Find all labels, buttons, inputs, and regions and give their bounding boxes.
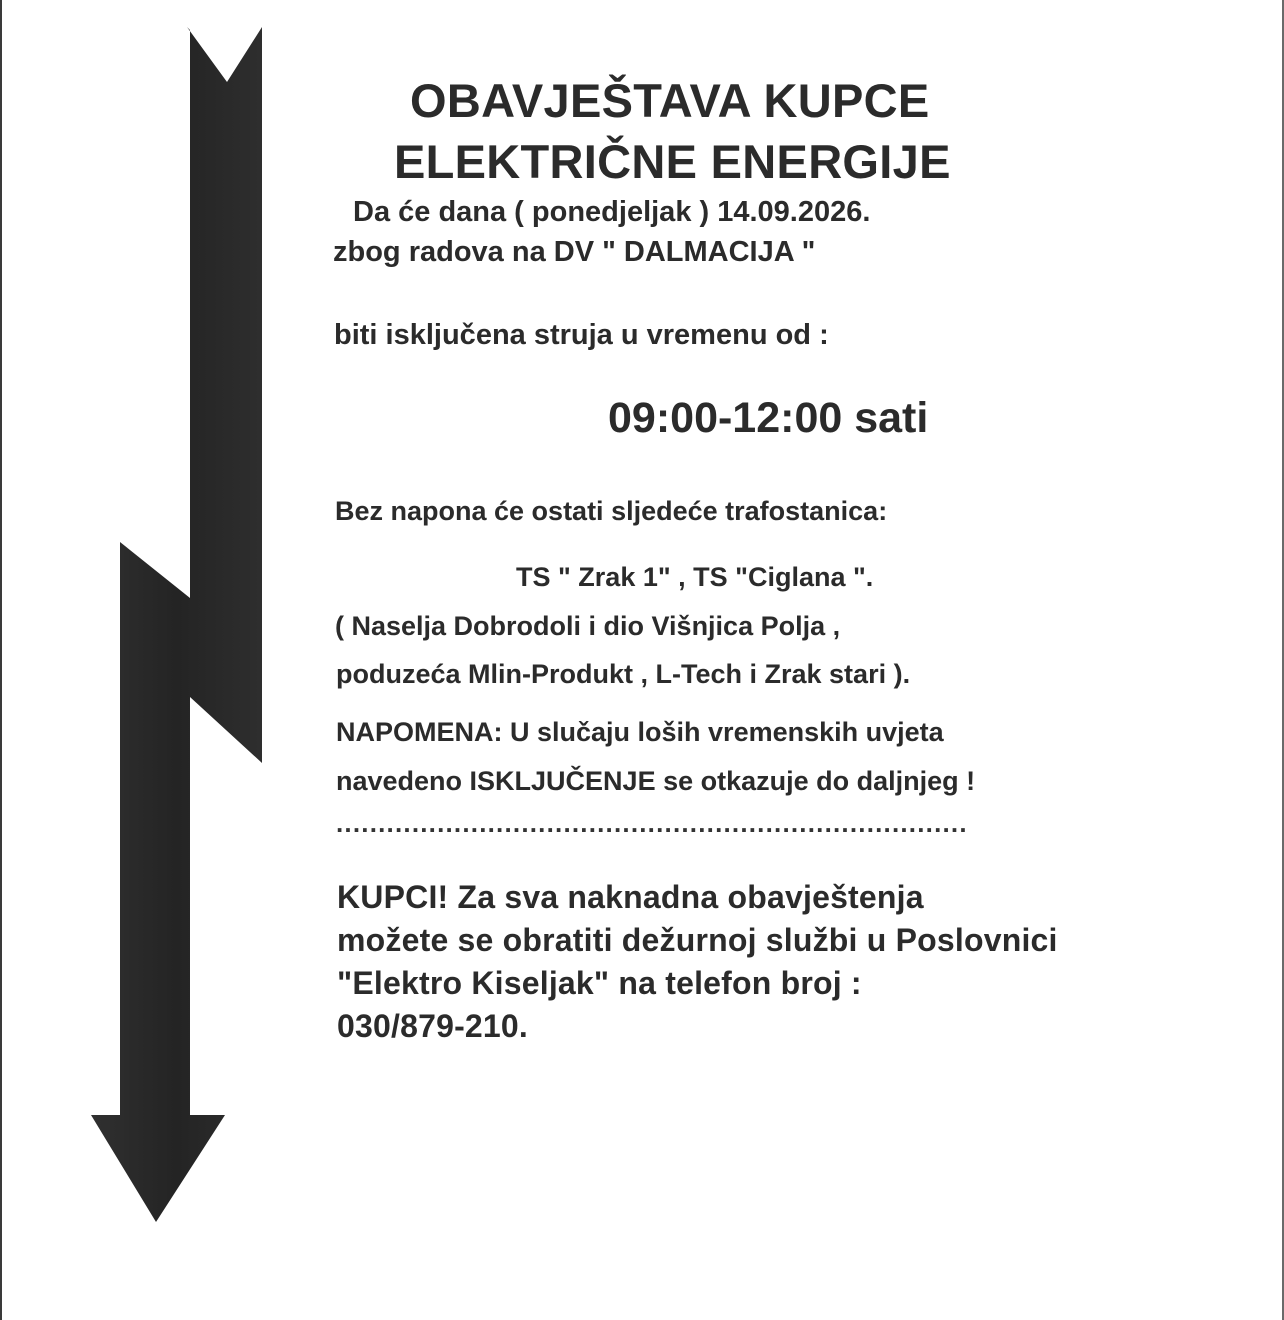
- dotted-separator: ...........................................................................: [336, 808, 968, 838]
- lightning-bolt-arrow-icon: [0, 0, 300, 1320]
- stations-intro-line: Bez napona će ostati sljedeće trafostanica:: [335, 496, 888, 526]
- weather-note-line-2: navedeno ISKLJUČENJE se otkazuje do daljnjeg !: [336, 766, 976, 796]
- outage-statement-line: biti isključena struja u vremenu od :: [334, 319, 829, 351]
- affected-stations-line: TS " Zrak 1" , TS "Ciglana ".: [516, 562, 874, 592]
- outage-date-line: Da će dana ( ponedjeljak ) 14.09.2026.: [353, 196, 871, 228]
- works-reason-line: zbog radova na DV " DALMACIJA ": [333, 236, 816, 268]
- affected-areas-line-2: poduzeća Mlin-Produkt , L-Tech i Zrak stari ).: [336, 659, 911, 689]
- contact-line-3: "Elektro Kiseljak" na telefon broj :: [337, 965, 862, 1001]
- contact-phone-number: 030/879-210.: [337, 1008, 529, 1044]
- notice-title-line-2: ELEKTRIČNE ENERGIJE: [394, 135, 951, 188]
- contact-line-1: KUPCI! Za sva naknadna obavještenja: [337, 879, 924, 915]
- contact-line-2: možete se obratiti dežurnoj službi u Poslovnici: [337, 922, 1058, 958]
- outage-time-range: 09:00-12:00 sati: [608, 394, 929, 442]
- notice-title-line-1: OBAVJEŠTAVA KUPCE: [410, 74, 930, 127]
- weather-note-line-1: NAPOMENA: U slučaju loših vremenskih uvjeta: [336, 717, 944, 747]
- affected-areas-line-1: ( Naselja Dobrodoli i dio Višnjica Polja ,: [335, 611, 841, 641]
